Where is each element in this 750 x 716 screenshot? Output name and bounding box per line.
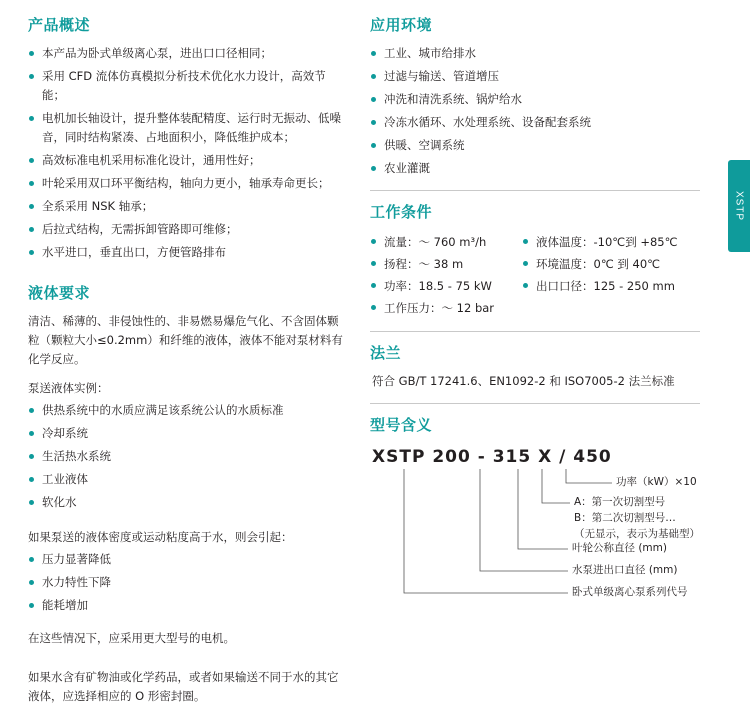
liquid-effects-list: [28, 550, 348, 615]
section-title-overview: 产品概述: [28, 16, 91, 34]
list-item: 流量：～ 760 m³/h: [370, 231, 510, 253]
list-item: 功率：18.5 - 75 kW: [370, 275, 510, 297]
list-item: 全系采用 NSK 轴承；: [28, 197, 348, 216]
list-item: 工业、城市给排水: [370, 44, 700, 63]
list-item: 环境温度：0℃ 到 40℃: [522, 253, 700, 275]
conditions-column-2: [522, 231, 700, 319]
liquid-requirements-paragraph: 清洁、稀薄的、非侵蚀性的、非易燃易爆危气化、不含固体颗粒（颗粒大小≤0.2mm）和纤维的液体，液体不能对泵材料有化学反应。: [28, 314, 343, 366]
list-item: 电机加长轴设计，提升整体装配精度、运行时无振动、低噪音，同时结构紧凑、占地面积小，降低维护成本；: [28, 109, 348, 147]
model-label-port-diameter: 水泵进出口直径 (mm): [572, 564, 678, 576]
divider: [370, 403, 700, 404]
liquid-note-2: 如果水含有矿物油或化学药品，或者如果输送不同于水的其它液体，应选择相应的 O 形密封圈。: [28, 670, 339, 703]
list-item: 液体温度：-10℃到 +85℃: [522, 231, 700, 253]
list-item: 冷冻水循环、水处理系统、设备配套系统: [370, 113, 700, 132]
model-code-diagram: [370, 469, 700, 629]
list-item: 软化水: [28, 493, 348, 512]
model-label-cut-b: B：第二次切割型号…: [574, 512, 676, 524]
divider: [370, 190, 700, 191]
model-label-impeller-diameter: 叶轮公称直径 (mm): [572, 542, 667, 554]
flange-standards-text: 符合 GB/T 17241.6、EN1092-2 和 ISO7005-2 法兰标准: [372, 374, 675, 388]
model-label-cut-a: A：第一次切割型号: [574, 496, 666, 508]
model-label-series-code: 卧式单级离心泵系列代号: [572, 586, 688, 598]
liquid-effects-subhead: 如果泵送的液体密度或运动粘度高于水，则会引起：: [28, 530, 293, 544]
list-item: 水平进口，垂直出口，方便管路排布: [28, 243, 348, 262]
applications-list: [370, 44, 700, 178]
divider: [370, 331, 700, 332]
list-item: 水力特性下降: [28, 573, 348, 592]
list-item: 叶轮采用双口环平衡结构，轴向力更小，轴承寿命更长；: [28, 174, 348, 193]
left-column: [28, 14, 348, 716]
list-item: 压力显著降低: [28, 550, 348, 569]
list-item: 能耗增加: [28, 596, 348, 615]
list-item: 工作压力：～ 12 bar: [370, 297, 510, 319]
section-title-applications: 应用环境: [370, 16, 433, 34]
model-label-power: 功率（kW）×10: [616, 476, 697, 488]
side-tab-xstp: [728, 160, 750, 252]
side-tab-label: XSTP: [733, 190, 745, 222]
list-item: 供暖、空调系统: [370, 136, 700, 155]
list-item: 冲洗和清洗系统、锅炉给水: [370, 90, 700, 109]
conditions-column-1: [370, 231, 510, 319]
section-title-model: 型号含义: [370, 416, 433, 434]
liquid-examples-subhead: 泵送液体实例：: [28, 381, 109, 395]
right-column: [370, 14, 700, 629]
list-item: 出口口径：125 - 250 mm: [522, 275, 700, 297]
model-label-base: （无显示，表示为基础型）: [574, 528, 700, 540]
liquid-note-1: 在这些情况下，应采用更大型号的电机。: [28, 631, 235, 645]
list-item: 工业液体: [28, 470, 348, 489]
model-code-string: XSTP 200 - 315 X / 450: [372, 447, 612, 467]
liquid-examples-list: [28, 401, 348, 512]
section-title-conditions: 工作条件: [370, 203, 433, 221]
section-title-flange: 法兰: [370, 344, 402, 362]
list-item: 采用 CFD 流体仿真模拟分析技术优化水力设计，高效节能；: [28, 67, 348, 105]
list-item: 供热系统中的水质应满足该系统公认的水质标准: [28, 401, 348, 420]
list-item: 扬程：～ 38 m: [370, 253, 510, 275]
section-title-liquid: 液体要求: [28, 284, 91, 302]
list-item: 过滤与输送、管道增压: [370, 67, 700, 86]
list-item: 农业灌溉: [370, 159, 700, 178]
list-item: 后拉式结构，无需拆卸管路即可维修；: [28, 220, 348, 239]
list-item: 冷却系统: [28, 424, 348, 443]
list-item: 生活热水系统: [28, 447, 348, 466]
working-conditions: [370, 231, 700, 319]
list-item: 本产品为卧式单级离心泵，进出口口径相同；: [28, 44, 348, 63]
list-item: 高效标准电机采用标准化设计，通用性好；: [28, 151, 348, 170]
overview-list: [28, 44, 348, 262]
